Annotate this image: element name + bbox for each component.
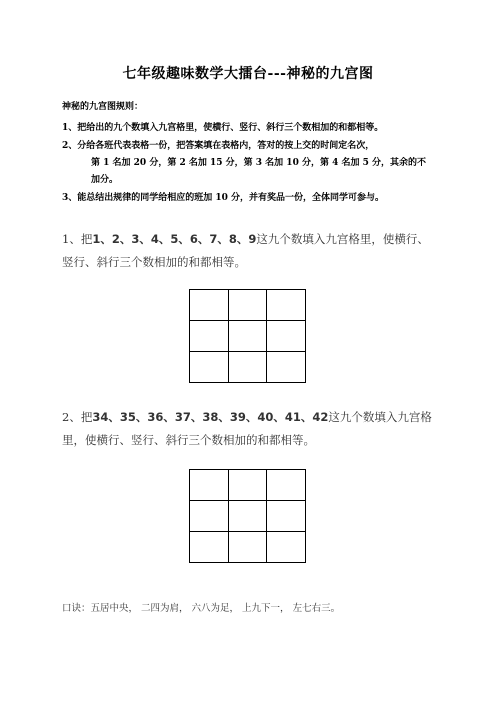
- grid-row: [190, 290, 306, 321]
- question-2: [62, 406, 434, 452]
- page-title: 七年级趣味数学大擂台---神秘的九宫图: [122, 66, 374, 82]
- grid-row: [190, 321, 306, 352]
- rules-heading: 神秘的九宫图规则：: [62, 102, 144, 112]
- question-2-numbers: 34、35、36、37、38、39、40、41、42: [92, 410, 329, 424]
- magic-square-grid-2: [189, 469, 306, 563]
- grid-cell[interactable]: [190, 470, 229, 501]
- question-1: [62, 228, 434, 274]
- rule-1: 1、把给出的九个数填入九宫格里，使横行、竖行、斜行三个数相加的和都相等。: [62, 123, 384, 133]
- rule-3: 3、能总结出规律的同学给相应的班加 10 分，并有奖品一份，全体同学可参与。: [62, 193, 385, 203]
- grid-cell[interactable]: [228, 352, 267, 383]
- rule-2-end: 加分。: [91, 175, 119, 185]
- grid-cell[interactable]: [267, 501, 306, 532]
- grid-cell[interactable]: [267, 321, 306, 352]
- grid-cell[interactable]: [190, 532, 229, 563]
- grid-cell[interactable]: [190, 290, 229, 321]
- grid-row: [190, 352, 306, 383]
- question-1-suffix: 这九个数填入九宫格里，使横行、竖行、斜行三个数相加的和都相等。: [62, 232, 429, 269]
- grid-cell[interactable]: [228, 290, 267, 321]
- grid-cell[interactable]: [267, 290, 306, 321]
- question-1-numbers: 1、2、3、4、5、6、7、8、9: [92, 232, 257, 246]
- grid-cell[interactable]: [267, 470, 306, 501]
- question-2-prefix: 2、把: [62, 410, 93, 424]
- grid-cell[interactable]: [228, 501, 267, 532]
- grid-cell[interactable]: [190, 501, 229, 532]
- rule-2: 2、分给各班代表表格一份，把答案填在表格内，答对的按上交的时间定名次，: [62, 141, 375, 151]
- grid-cell[interactable]: [228, 321, 267, 352]
- mnemonic-text: 口诀：五居中央， 二四为肩， 六八为足， 上九下一， 左七右三。: [62, 603, 341, 614]
- grid-row: [190, 501, 306, 532]
- grid-cell[interactable]: [190, 352, 229, 383]
- magic-square-grid-1: [189, 289, 306, 383]
- grid-cell[interactable]: [228, 470, 267, 501]
- grid-cell[interactable]: [267, 352, 306, 383]
- question-1-prefix: 1、把: [62, 232, 93, 246]
- grid-cell[interactable]: [190, 321, 229, 352]
- rule-2-continued: 第 1 名加 20 分，第 2 名加 15 分，第 3 名加 10 分，第 4 名加 5 分，其余的不: [91, 158, 427, 168]
- question-2-suffix: 这九个数填入九宫格里，使横行、竖行、斜行三个数相加的和都相等。: [62, 410, 432, 447]
- grid-cell[interactable]: [228, 532, 267, 563]
- grid-cell[interactable]: [267, 532, 306, 563]
- grid-row: [190, 470, 306, 501]
- grid-row: [190, 532, 306, 563]
